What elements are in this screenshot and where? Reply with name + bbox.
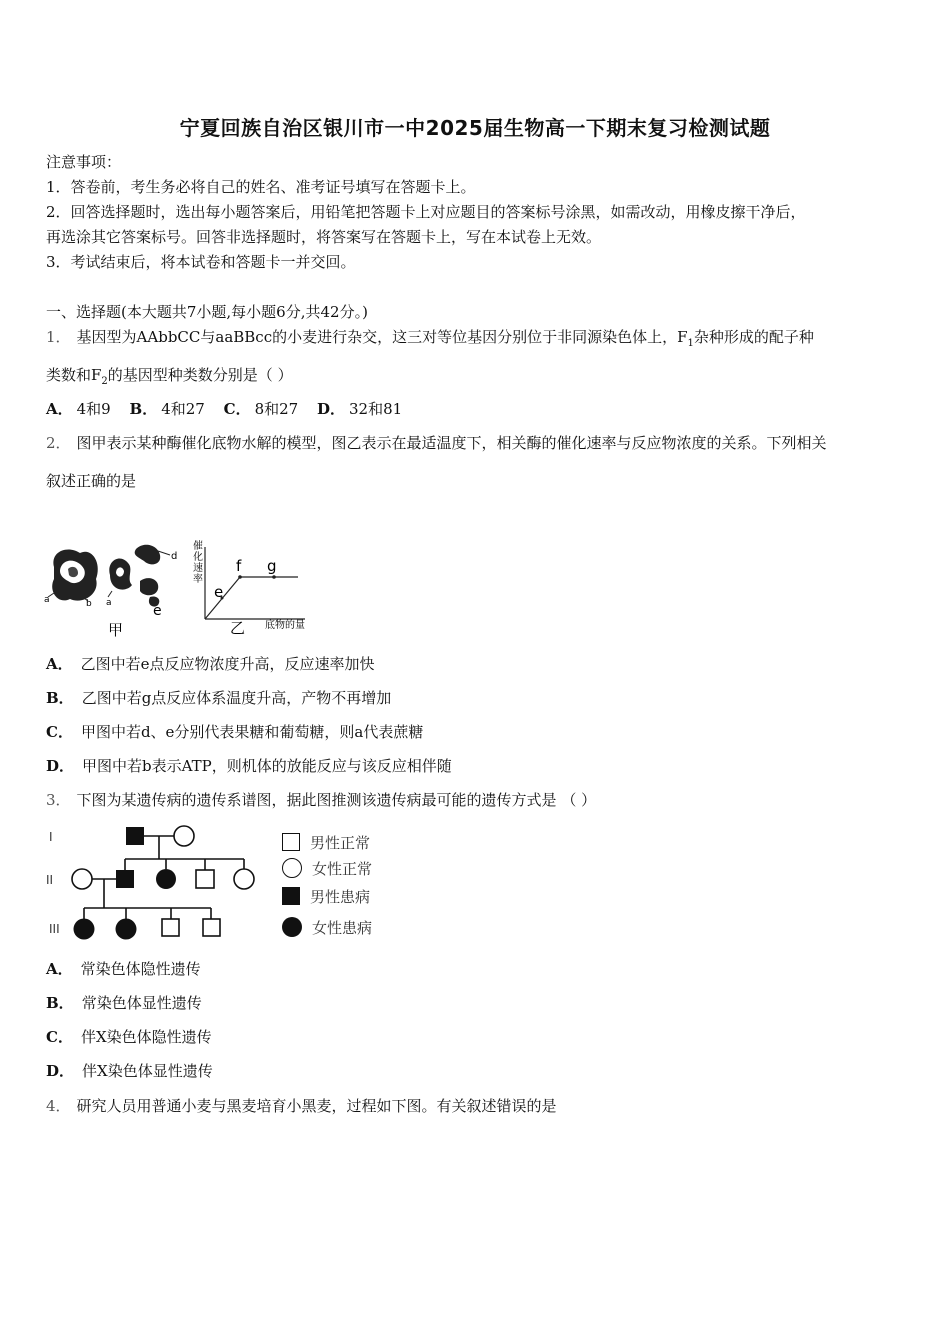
question-2-line-1 [46,432,827,453]
y-axis-char: 催 [193,541,203,552]
y-axis-char: 速 [193,563,203,574]
generation-label-ii: II [46,873,54,887]
section-heading: 一、选择题(本大题共7小题,每小题6分,共42分。) [46,303,368,321]
label-e: e [153,603,162,619]
question-number: 2． [46,434,71,452]
q1-text-c: 类数和F [46,366,102,384]
gen2-normal-male [196,870,214,888]
y-axis-char: 化 [193,552,203,563]
option-c[interactable]: C． 8和27 [223,400,299,418]
question-1-options [46,398,416,419]
figure-jia-label: 甲 [108,621,124,639]
label-b: b [86,599,92,609]
q3-option-d[interactable]: D． 伴X染色体显性遗传 [46,1062,213,1080]
question-1-line-1 [46,326,814,349]
q1-text-b: 杂种形成的配子种 [693,328,814,346]
question-number: 3． [46,791,71,809]
enzyme-model-right [108,545,170,607]
enzyme-model-left [48,549,98,601]
notice-item: 2．回答选择题时，选出每小题答案后，用铅笔把答题卡上对应题目的答案标号涂黑，如需改动，用橡皮擦干净后， [46,203,806,221]
notice-item: 3．考试结束后，将本试卷和答题卡一并交回。 [46,253,356,271]
subscript: 1 [687,338,694,349]
open-circle-icon [282,858,302,878]
figure-yi-label: 乙 [230,619,246,637]
option-b[interactable]: B． 4和27 [129,400,205,418]
page-title: 宁夏回族自治区银川市一中2025届生物高一下期末复习检测试题 [179,116,771,140]
question-4 [46,1095,557,1116]
gen2-affected-female [156,869,176,889]
question-number: 1． [46,328,71,346]
gen3-normal-male [162,919,179,936]
filled-square-icon [282,887,300,905]
question-2-line-2: 叙述正确的是 [46,472,137,490]
question-number: 4． [46,1097,71,1115]
legend-normal-female: 女性正常 [282,857,372,879]
q2-option-d[interactable]: D． 甲图中若b表示ATP，则机体的放能反应与该反应相伴随 [46,757,452,775]
q4-text: 研究人员用普通小麦与黑麦培育小黑麦，过程如下图。有关叙述错误的是 [76,1097,557,1115]
q2-option-a[interactable]: A． 乙图中若e点反应物浓度升高，反应速率加快 [46,655,375,673]
gen3-affected-female [116,919,137,940]
q3-option-a[interactable]: A． 常染色体隐性遗传 [46,960,201,978]
q2-option-b[interactable]: B． 乙图中若g点反应体系温度升高，产物不再增加 [46,689,392,707]
label-d: d [171,551,178,562]
open-square-icon [282,833,300,851]
gen3-affected-female [74,919,95,940]
notice-item: 再选涂其它答案标号。回答非选择题时，将答案写在答题卡上，写在本试卷上无效。 [46,228,602,246]
notice-item: 1．答卷前，考生务必将自己的姓名、准考证号填写在答题卡上。 [46,178,476,196]
label-a: a [44,595,50,605]
gen2-normal-female [72,869,92,889]
point-g-label: g [267,557,277,575]
q1-text-a: 基因型为AAbbCC与aaBBcc的小麦进行杂交，这三对等位基因分别位于非同源染色体上，F [76,328,688,346]
filled-circle-icon [282,917,302,937]
legend-affected-male: 男性患病 [282,885,370,907]
q3-option-b[interactable]: B． 常染色体显性遗传 [46,994,202,1012]
legend-normal-male: 男性正常 [282,831,370,853]
pedigree-legend [282,828,432,943]
subscript: 2 [101,376,108,387]
q3-option-c[interactable]: C． 伴X染色体隐性遗传 [46,1028,212,1046]
gen2-affected-male [116,870,134,888]
gen3-normal-male [203,919,220,936]
generation-label-iii: III [49,922,60,936]
q2-option-c[interactable]: C． 甲图中若d、e分别代表果糖和葡萄糖，则a代表蔗糖 [46,723,424,741]
generation-label-i: I [49,830,53,844]
label-a: a [106,598,112,608]
option-a[interactable]: A． 4和9 [46,400,111,418]
q1-text-d: 的基因型种类数分别是（ ） [107,366,293,384]
pedigree-chart [40,820,280,945]
gen1-affected-male [126,827,144,845]
legend-affected-female: 女性患病 [282,916,372,938]
option-d[interactable]: D． 32和81 [317,400,403,418]
q2-text: 图甲表示某种酶催化底物水解的模型，图乙表示在最适温度下，相关酶的催化速率与反应物浓度的关系。下列相关 [76,434,827,452]
notice-heading: 注意事项： [46,153,122,171]
point-e-label: e [214,583,224,601]
question-1-line-2 [46,364,293,387]
x-axis-label: 底物的量 [265,620,305,631]
point-f-label: f [236,557,242,575]
y-axis-char: 率 [193,574,203,585]
enzyme-figure [40,535,330,645]
q3-text: 下图为某遗传病的遗传系谱图，据此图推测该遗传病最可能的遗传方式是 （ ） [76,791,597,809]
gen2-normal-female [234,869,254,889]
gen1-normal-female [174,826,194,846]
question-3 [46,789,596,810]
